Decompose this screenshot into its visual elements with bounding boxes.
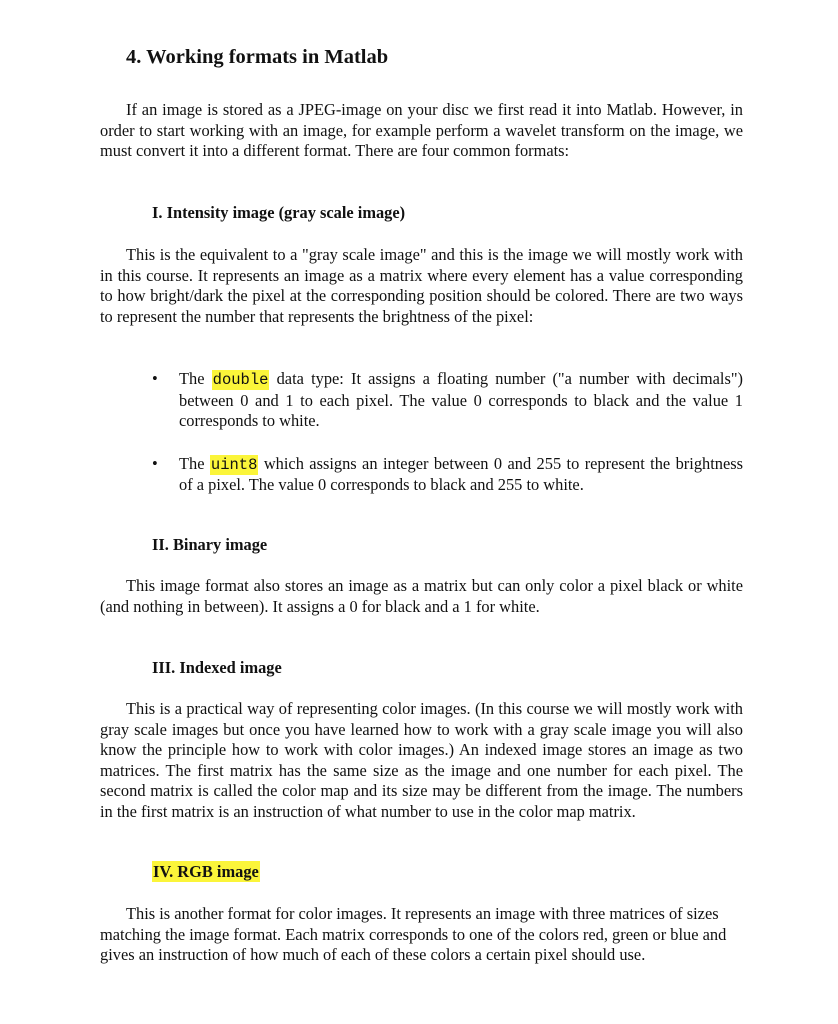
- bullet-prefix: The: [179, 453, 210, 473]
- rgb-image-paragraph: This is another format for color images. It represents an image with three matrices of sizes matching the image format. Each matrix corresponds to one of the colors red, green or blue and gives an instruction of how much of each of these colors a certain pixel should use.: [100, 904, 727, 965]
- data-type-list: [152, 369, 743, 496]
- intensity-image-paragraph: This is the equivalent to a "gray scale image" and this is the image we will mostly work with in this course. It represents an image as a matrix where every element has a value corresponding to how bright/dark the pixel at the corresponding position should be colored. There are two ways to represent the number that represents the brightness of the pixel:: [100, 245, 743, 326]
- page-title: 4. Working formats in Matlab: [126, 46, 389, 68]
- bullet-prefix: The: [179, 369, 212, 388]
- bullet-text: data type: It assigns a floating number ("a number with decimals") between 0 and 1 to each pixel. The value 0 corresponds to black and the value 1 corresponds to white.: [179, 369, 743, 431]
- bullet-icon: •: [152, 369, 158, 388]
- intro-paragraph: If an image is stored as a JPEG-image on your disc we first read it into Matlab. However, in order to start working with an image, for example perform a wavelet transform on the image, we must convert it into a different format. There are four common formats:: [100, 100, 743, 161]
- code-uint8-highlight: uint8: [210, 455, 258, 474]
- heading-intensity-image: I. Intensity image (gray scale image): [152, 203, 406, 222]
- rgb-heading-highlight: IV. RGB image: [153, 862, 259, 881]
- binary-image-paragraph: This image format also stores an image as a matrix but can only color a pixel black or white (and nothing in between). It assigns a 0 for black and a 1 for white.: [100, 576, 743, 616]
- code-double-highlight: double: [212, 371, 269, 389]
- heading-rgb-image: [152, 862, 260, 883]
- indexed-image-paragraph: This is a practical way of representing color images. (In this course we will mostly work with gray scale images but once you have learned how to work with a gray scale image you will also know the principle how to work with color images.) An indexed image stores an image as two matrices. The first matrix has the same size as the image and one number for each pixel. The second matrix is called the color map and its size may be different from the image. The numbers in the first matrix is an instruction of what number to use in the color map matrix.: [100, 699, 743, 821]
- heading-binary-image: II. Binary image: [152, 535, 268, 554]
- bullet-icon: •: [152, 453, 158, 473]
- heading-indexed-image: III. Indexed image: [152, 658, 282, 677]
- list-item-uint8: [152, 454, 743, 496]
- list-item-double: [152, 369, 743, 432]
- bullet-text: which assigns an integer between 0 and 255 to represent the brightness of a pixel. The value 0 corresponds to black and 255 to white.: [179, 453, 743, 495]
